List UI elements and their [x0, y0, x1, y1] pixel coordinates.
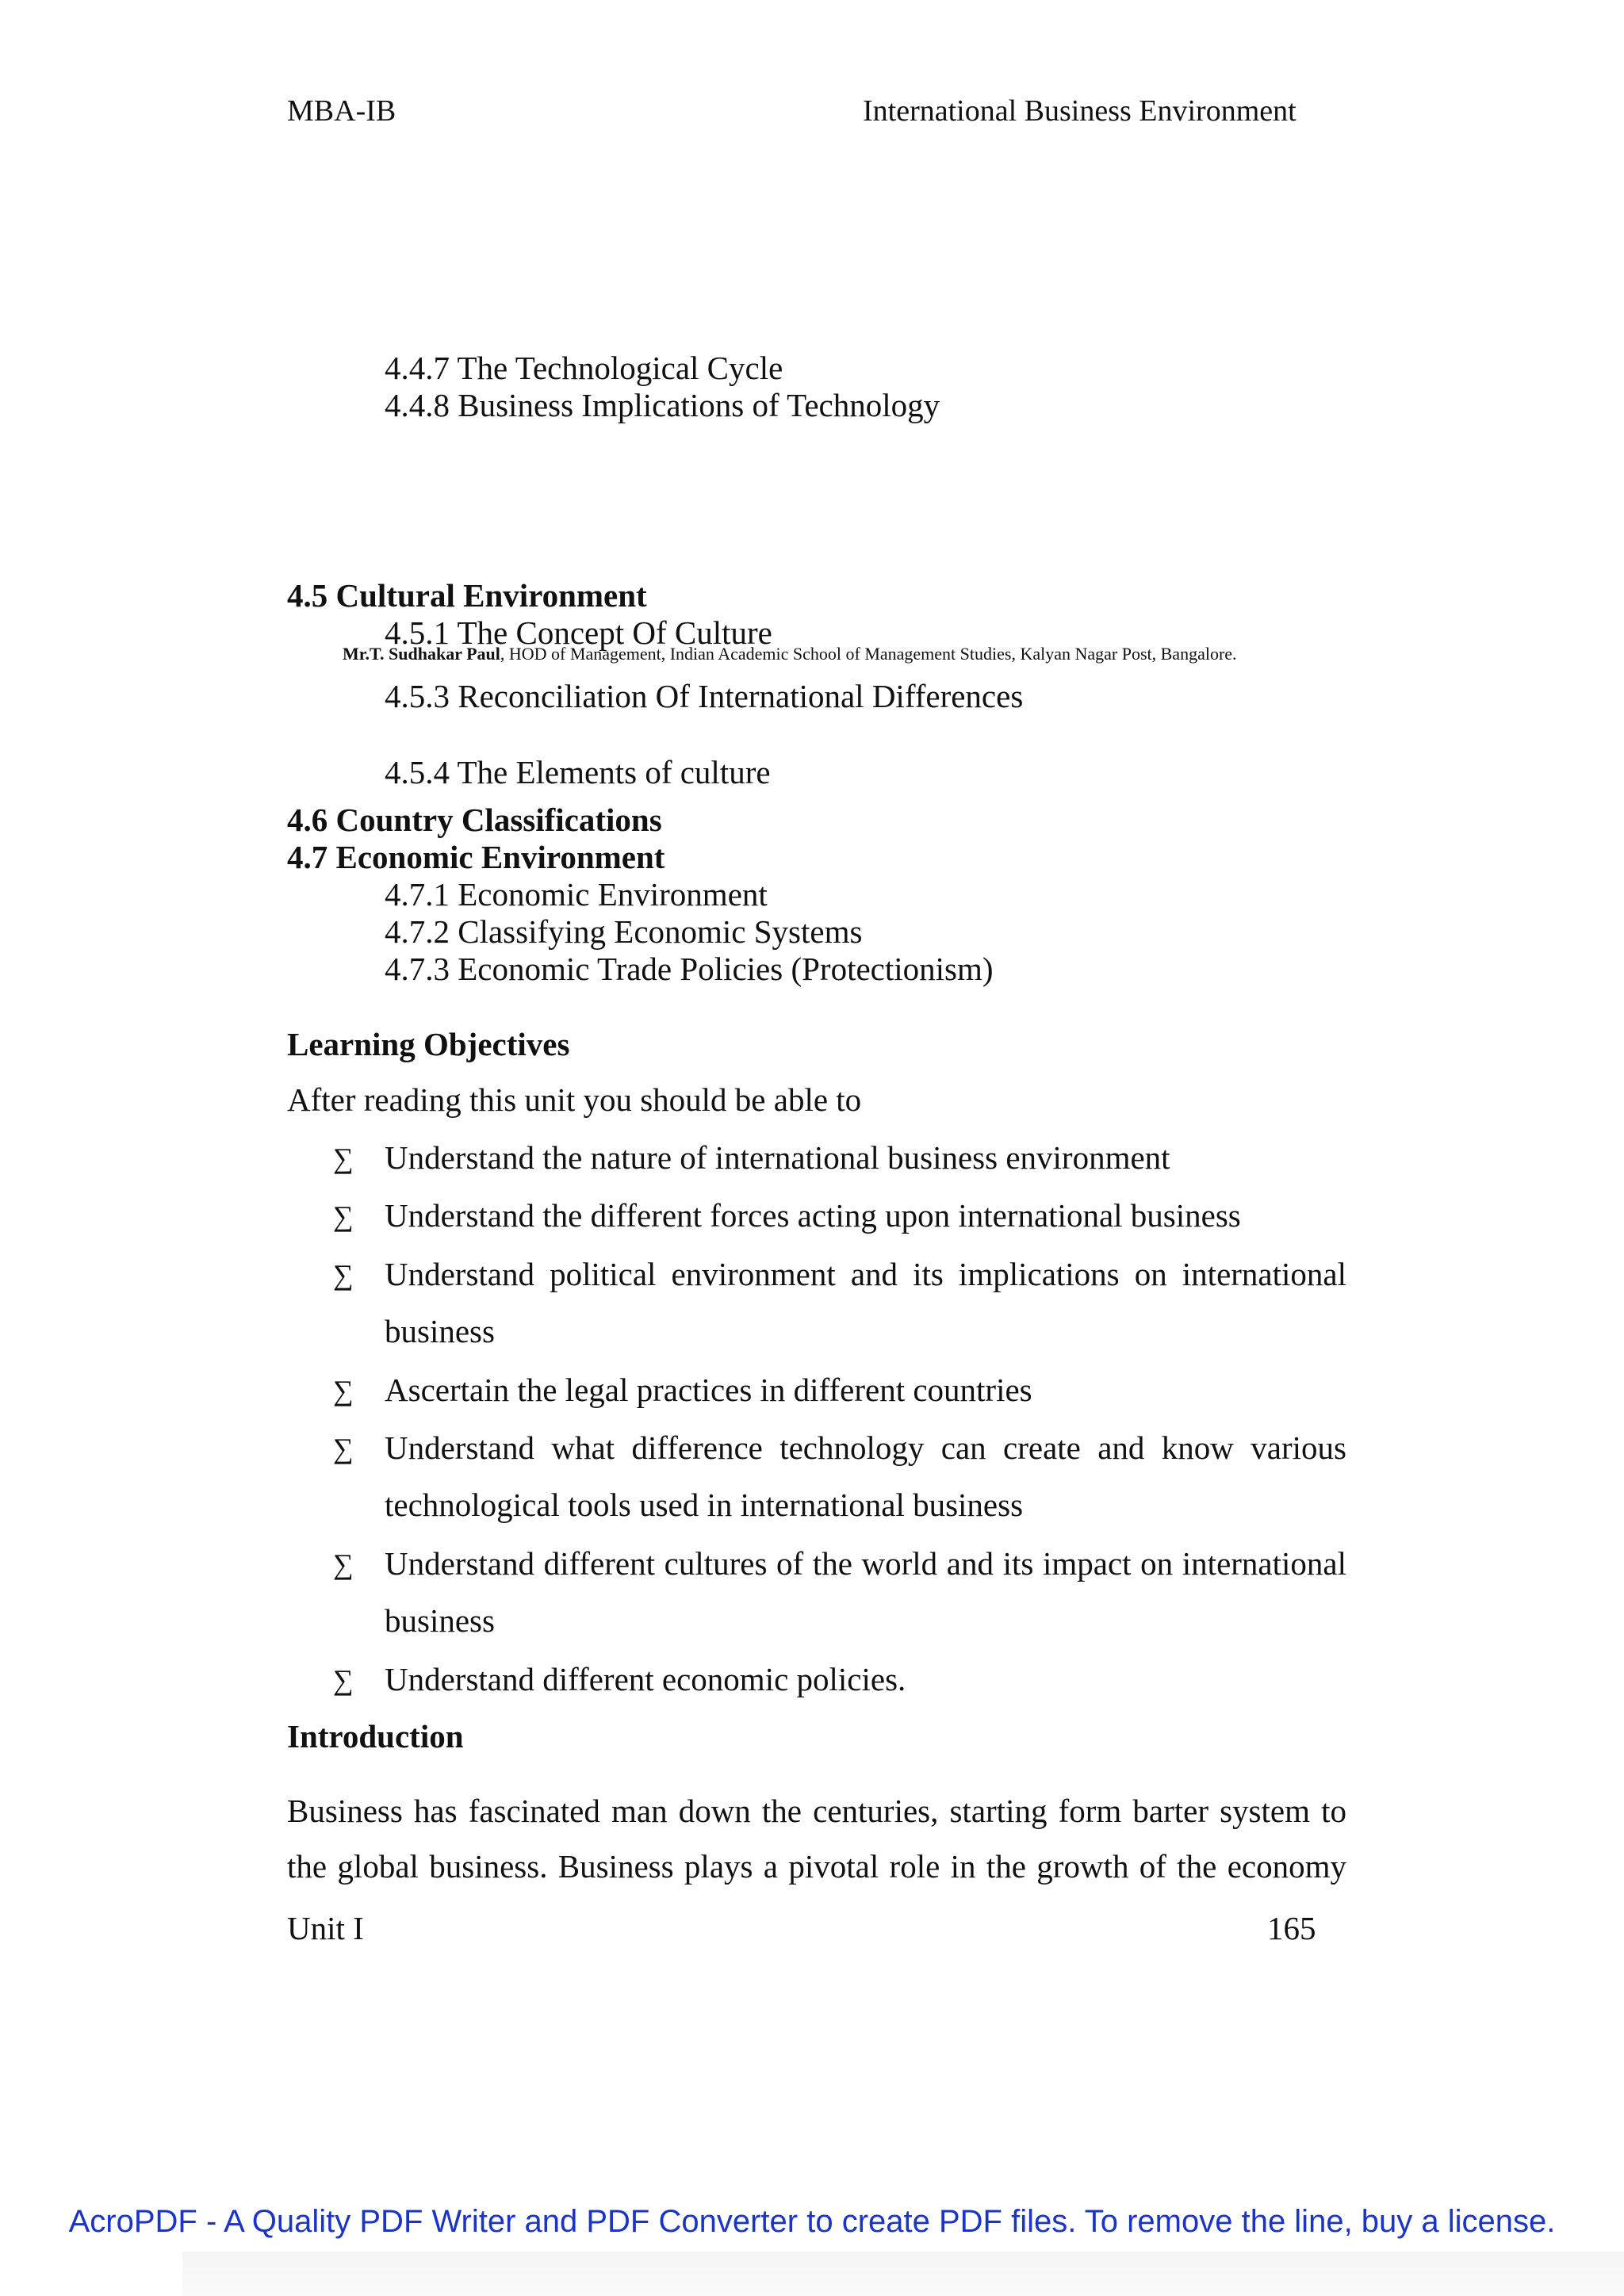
author-credit: [343, 644, 1237, 664]
toc-item-4-5-1-clipped: [385, 614, 940, 651]
objective-item: Understand different economic policies.: [385, 1661, 906, 1697]
learning-objectives-heading: Learning Objectives: [287, 1026, 570, 1062]
toc-section-4-7: 4.7 Economic Environment: [287, 839, 665, 875]
bullet-symbol: ∑: [333, 1200, 354, 1232]
toc-item-4-4-7: 4.4.7 The Technological Cycle: [385, 350, 783, 386]
header-right: International Business Environment: [863, 94, 1297, 128]
page-number: 165: [1267, 1910, 1316, 1946]
learning-objectives-intro: After reading this unit you should be able to: [287, 1081, 862, 1118]
bullet-symbol: ∑: [333, 1548, 354, 1580]
toc-item-4-5-3-clipped: [385, 678, 1098, 720]
toc-item-4-7-1: 4.7.1 Economic Environment: [385, 876, 768, 913]
page-bottom-shade: [182, 2252, 1624, 2296]
toc-section-4-6: 4.6 Country Classifications: [287, 802, 662, 838]
toc-item-4-5-3: 4.5.3 Reconciliation Of International Differences: [385, 678, 1024, 714]
introduction-line-1: Business has fascinated man down the centuries, starting form barter system to: [287, 1793, 1346, 1829]
objective-item: Understand different cultures of the world and its impact on international: [385, 1545, 1346, 1582]
author-affiliation: , HOD of Management, Indian Academic School of Management Studies, Kalyan Nagar Post, Bangalore.: [500, 644, 1237, 664]
objective-item: Ascertain the legal practices in different countries: [385, 1372, 1032, 1408]
objective-item-continuation: business: [385, 1313, 495, 1349]
introduction-heading: Introduction: [287, 1718, 464, 1755]
bullet-symbol: ∑: [333, 1259, 354, 1291]
objective-item-continuation: business: [385, 1602, 495, 1639]
objective-item: Understand the nature of international business environment: [385, 1139, 1170, 1176]
objective-item-continuation: technological tools used in international business: [385, 1487, 1024, 1523]
bullet-symbol: ∑: [333, 1664, 354, 1696]
acropdf-watermark: AcroPDF - A Quality PDF Writer and PDF Converter to create PDF files. To remove the line, buy a license.: [68, 2204, 1556, 2239]
toc-item-4-5-1: 4.5.1 The Concept Of Culture: [385, 614, 772, 651]
toc-item-4-4-8: 4.4.8 Business Implications of Technology: [385, 387, 940, 423]
bullet-symbol: ∑: [333, 1433, 354, 1464]
toc-section-4-5: 4.5 Cultural Environment: [287, 577, 647, 614]
objective-item: Understand political environment and its implications on international: [385, 1256, 1346, 1292]
toc-item-4-5-4: 4.5.4 The Elements of culture: [385, 754, 771, 790]
bullet-symbol: ∑: [333, 1142, 354, 1174]
header-left: MBA-IB: [287, 94, 396, 128]
footer-unit: Unit I: [287, 1910, 364, 1946]
toc-item-4-7-3: 4.7.3 Economic Trade Policies (Protectionism): [385, 951, 994, 987]
author-name: Mr.T. Sudhakar Paul: [343, 644, 500, 664]
objective-item: Understand what difference technology can create and know various: [385, 1429, 1346, 1466]
bullet-symbol: ∑: [333, 1375, 354, 1406]
toc-item-4-7-2: 4.7.2 Classifying Economic Systems: [385, 913, 863, 950]
objective-item: Understand the different forces acting upon international business: [385, 1197, 1241, 1234]
introduction-line-2: the global business. Business plays a pivotal role in the growth of the economy: [287, 1848, 1346, 1885]
